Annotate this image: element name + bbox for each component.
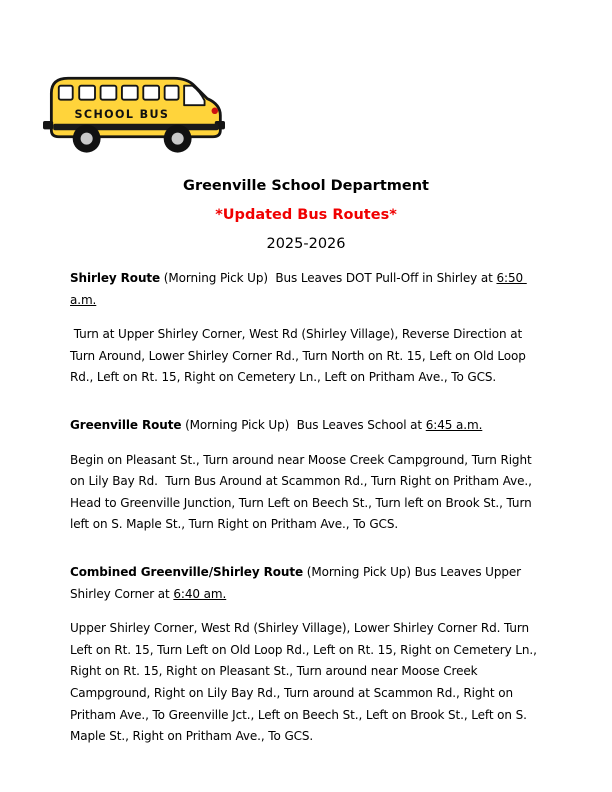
- routes-content: [70, 268, 546, 774]
- route-heading: [70, 415, 546, 437]
- route-section: [70, 268, 546, 389]
- route-section: [70, 562, 546, 748]
- school-year: 2025-2026: [266, 236, 346, 252]
- school-bus-icon: [36, 56, 232, 160]
- route-name: Shirley Route: [70, 271, 161, 285]
- route-body: Begin on Pleasant St., Turn around near Moose Creek Campground, Turn Right on Lily Bay Rd. Turn Bus Around at Scammon Rd., Turn Right on Pritham Ave., Head to Greenville Junction, Turn Left on Beech St., Turn left on Brook St., Turn left on S. Maple St., Turn Right on Pritham Ave., To GCS.: [70, 452, 536, 532]
- route-section: [70, 415, 546, 536]
- bus-label: SCHOOL BUS: [74, 108, 170, 122]
- route-heading-text: (Morning Pick Up) Bus Leaves Upper Shirley Corner at: [70, 564, 525, 601]
- route-name: Combined Greenville/Shirley Route: [70, 564, 304, 579]
- document-header: [0, 178, 612, 252]
- route-heading-text: (Morning Pick Up) Bus Leaves School at: [181, 417, 426, 432]
- bus-front-light: [212, 108, 219, 115]
- school-bus-clipart: [36, 56, 232, 160]
- route-heading: [70, 268, 546, 311]
- route-time: 6:45 a.m.: [425, 417, 483, 432]
- route-heading-text: (Morning Pick Up) Bus Leaves DOT Pull-Off in Shirley at: [160, 271, 497, 285]
- route-name: Greenville Route: [70, 417, 182, 432]
- document-subtitle: *Updated Bus Routes*: [215, 207, 397, 223]
- route-heading: [70, 562, 546, 605]
- route-body: Upper Shirley Corner, West Rd (Shirley Village), Lower Shirley Corner Rd. Turn Left on Rt. 15, Turn Left on Old Loop Rd., Left on Rt. 15, Right on Cemetery Ln., Right on Rt. 15, Right on Pleasant St., Turn around near Moose Creek Campground, Right on Lily Bay Rd., Turn around at Scammon Rd., Right on Pritham Ave., To Greenville Jct., Left on Beech St., Left on Brook St., Left on S. Maple St., Right on Pritham Ave., To GCS.: [70, 621, 541, 744]
- route-time: 6:50 a.m.: [70, 271, 527, 307]
- route-body: Turn at Upper Shirley Corner, West Rd (Shirley Village), Reverse Direction at Turn Around, Lower Shirley Corner Rd., Turn North on Rt. 15, Left on Old Loop Rd., Left on Rt. 15, Right on Cemetery Ln., Left on Pritham Ave., To GCS.: [70, 327, 530, 385]
- document-title: Greenville School Department: [183, 178, 429, 194]
- route-time: 6:40 am.: [173, 586, 227, 601]
